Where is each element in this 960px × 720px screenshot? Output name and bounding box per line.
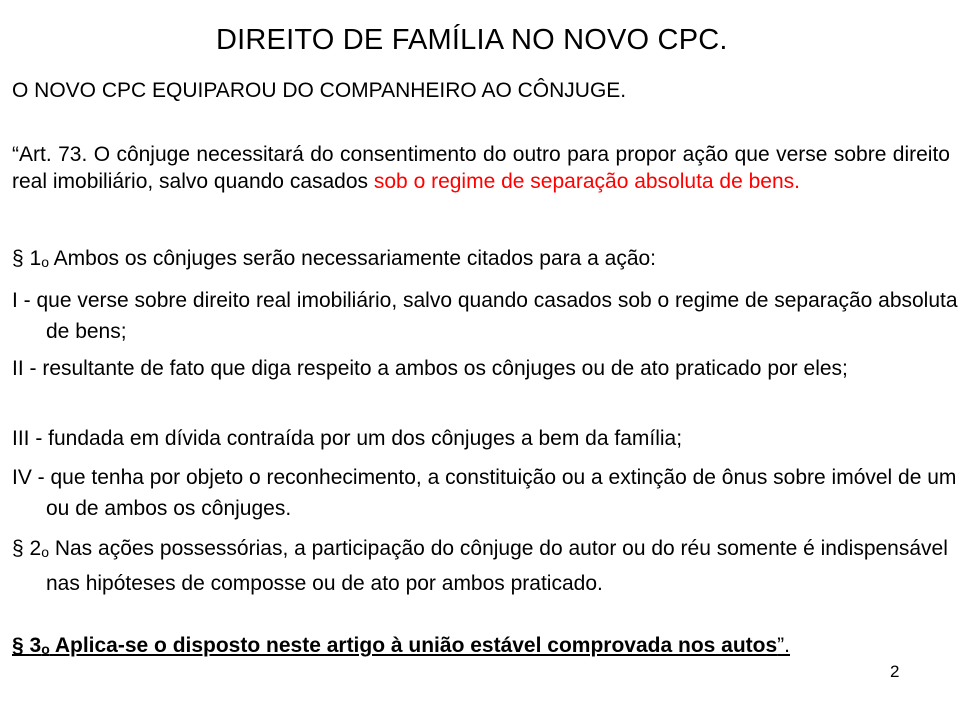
- article-text: “Art. 73. O cônjuge necessitará do consentimento do outro para propor ação que verse sobre direito real imobiliário, salvo quando casados: [12, 143, 950, 193]
- paragraph-1-prefix: § 1: [12, 247, 42, 270]
- paragraph-3-prefix: § 3: [12, 634, 42, 657]
- paragraph-2-text: Nas ações possessórias, a participação do cônjuge do autor ou do réu somente é indispensável nas hipóteses de composse ou de ato por ambos praticado.: [46, 537, 948, 595]
- paragraph-1-ordinal: o: [41, 254, 49, 270]
- paragraph-2-ordinal: o: [41, 544, 49, 560]
- paragraph-2-prefix: § 2: [12, 537, 42, 560]
- page-number: 2: [890, 662, 900, 681]
- item-iv: IV - que tenha por objeto o reconhecimento, a constituição ou a extinção de ônus sobre imóvel de um ou de ambos os cônjuges.: [12, 466, 957, 520]
- paragraph-1: [12, 243, 960, 278]
- paragraph-3: [12, 630, 960, 665]
- paragraph-1-text: Ambos os cônjuges serão necessariamente citados para a ação:: [49, 247, 657, 270]
- paragraph-3-trailing: ”.: [777, 634, 790, 657]
- article-73-text: [12, 141, 950, 195]
- item-iii: III - fundada em dívida contraída por um dos cônjuges a bem da família;: [12, 427, 683, 450]
- article-highlight: sob o regime de separação absoluta de bens.: [373, 170, 800, 193]
- paragraph-3-ordinal: o: [41, 641, 50, 657]
- paragraph-2: [12, 533, 960, 599]
- slide-subtitle: O NOVO CPC EQUIPAROU DO COMPANHEIRO AO CÔNJUGE.: [12, 79, 627, 102]
- item-ii: II - resultante de fato que diga respeito a ambos os cônjuges ou de ato praticado por eles;: [12, 357, 848, 380]
- paragraph-3-text: Aplica-se o disposto neste artigo à união estável comprovada nos autos: [49, 634, 778, 657]
- item-i: I - que verse sobre direito real imobiliário, salvo quando casados sob o regime de separação absoluta de bens;: [12, 289, 958, 343]
- slide-title: DIREITO DE FAMÍLIA NO NOVO CPC.: [216, 24, 728, 56]
